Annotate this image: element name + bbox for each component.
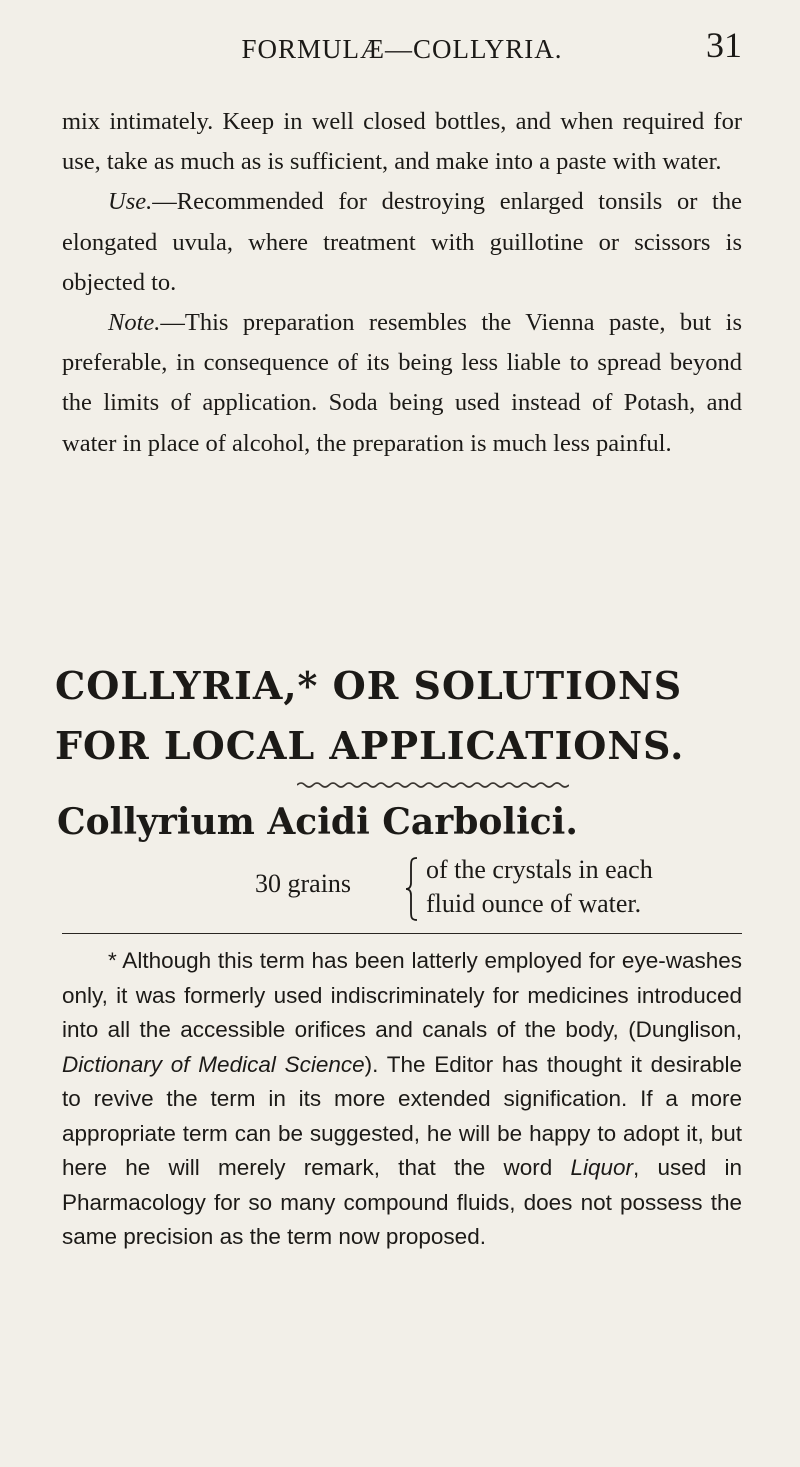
recipe-title: Collyrium Acidi Carbolici. [57, 801, 578, 843]
main-text [62, 102, 742, 464]
recipe-line-1: of the crystals in each [426, 855, 653, 884]
section-heading-line-2: FOR LOCAL APPLICATIONS. [55, 723, 685, 768]
running-head [62, 0, 742, 70]
footnote-citation: Dictionary of Medical Science [62, 1051, 365, 1077]
footnote [62, 944, 742, 1255]
running-title: FORMULÆ—COLLYRIA. [241, 34, 563, 64]
section-heading-line-1: COLLYRIA,* OR SOLUTIONS [55, 663, 683, 708]
curly-brace-icon [405, 857, 419, 921]
footnote-text [62, 944, 742, 1255]
use-label: Use. [108, 188, 153, 216]
section-heading [55, 656, 745, 776]
paragraph-note [62, 303, 742, 464]
footnote-liquor-term: Liquor [570, 1155, 633, 1180]
paragraph-use [62, 182, 742, 303]
footnote-divider [62, 933, 742, 934]
use-text: —Recommended for destroying enlarged tonsils or the elongated uvula, where treatment with guillotine or scissors is objected to. [62, 188, 742, 296]
footnote-part-1: * Although this term has been latterly employed for eye-washes only, it was formerly used indiscriminately for medicines introduced into all the accessible orifices and canals of the body, (Dunglison, [62, 948, 742, 1042]
page-number: 31 [706, 25, 742, 65]
footnote-part-3: , used in Pharmacology for so many compound fluids, does not possess the same precision as the term now proposed. [62, 1155, 742, 1249]
note-text: —This preparation resembles the Vienna paste, but is preferable, in consequence of its being less liable to spread beyond the limits of application. Soda being used instead of Potash, and water in place of alcohol, the preparation is much less painful. [62, 309, 742, 457]
wavy-rule-ornament [297, 780, 569, 790]
paragraph-continuation: mix intimately. Keep in well closed bottles, and when required for use, take as much as is sufficient, and make into a paste with water. [62, 108, 742, 176]
recipe-quantity: 30 grains [255, 869, 352, 898]
note-label: Note. [108, 309, 161, 337]
footnote-part-2: ). The Editor has thought it desirable to revive the term in its more extended signification. If a more appropriate term can be suggested, he will be happy to adopt it, but here he will merely remark, that the word [62, 1051, 742, 1180]
recipe-formula [255, 853, 755, 925]
recipe-line-2: fluid ounce of water. [426, 889, 642, 918]
recipe-description [426, 853, 653, 921]
